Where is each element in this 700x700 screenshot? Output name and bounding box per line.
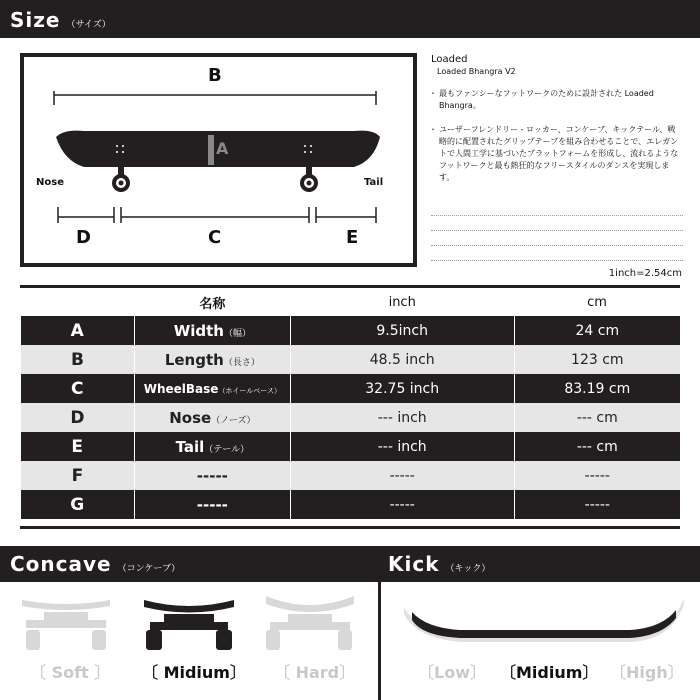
skateboard-diagram: [20, 53, 417, 267]
header-inch: inch: [388, 294, 416, 310]
kick-option-high: 〔High〕: [610, 663, 684, 682]
dimension-b-line: [54, 91, 376, 105]
concave-option-midium: 〔 Midium〕: [142, 663, 246, 682]
row-cm: --- cm: [514, 432, 680, 461]
header-cm: cm: [587, 294, 607, 310]
row-name: Length（長さ）: [134, 345, 290, 374]
rear-wheel-icon: [300, 167, 318, 192]
label-b: B: [208, 65, 222, 86]
table-bottom-rule: [20, 526, 680, 529]
row-cm: -----: [514, 461, 680, 490]
size-table: [20, 288, 680, 519]
table-row: [21, 316, 681, 345]
row-inch: 48.5 inch: [290, 345, 514, 374]
kick-subtitle: （キック）: [445, 564, 491, 574]
table-row: [21, 461, 681, 490]
row-key: F: [21, 461, 135, 490]
dotted-rule: [431, 230, 683, 231]
kick-option-midium: 〔Midium〕: [500, 663, 599, 682]
concave-subtitle: （コンケーブ）: [117, 564, 181, 574]
kick-illustration: [400, 588, 690, 648]
table-row: [21, 403, 681, 432]
row-name: Tail（テール）: [134, 432, 290, 461]
concave-kick-header-bar: [0, 546, 700, 582]
nose-label: Nose: [36, 177, 64, 188]
row-key: A: [21, 316, 135, 345]
table-row: [21, 432, 681, 461]
row-key: D: [21, 403, 135, 432]
tail-label: Tail: [364, 177, 384, 188]
front-wheel-icon: [112, 167, 130, 192]
kick-title: Kick: [388, 552, 440, 576]
table-row: [21, 345, 681, 374]
size-title: Size: [10, 8, 61, 32]
row-cm: 24 cm: [514, 316, 680, 345]
description-bullet: ・ ユーザーフレンドリー - ロッカー、コンケーブ、キックテール、戦略的に配置されたグリップテープを組み合わせることで、エレガントで人間工学に基づいたプラットフォームを形成し、流れるようなフットワークと最も熱狂的なフリースタイルのダンスを実現します。: [431, 124, 683, 184]
row-name: Width（幅）: [134, 316, 290, 345]
row-inch: --- inch: [290, 403, 514, 432]
product-description: [431, 88, 683, 184]
row-inch: 9.5inch: [290, 316, 514, 345]
row-name: -----: [134, 490, 290, 519]
concave-midium-icon: [144, 600, 234, 650]
table-header-row: [21, 288, 681, 316]
kick-midium-deck-icon: [412, 610, 676, 638]
product-type: Loaded: [431, 54, 468, 65]
row-cm: -----: [514, 490, 680, 519]
row-cm: 83.19 cm: [514, 374, 680, 403]
row-inch: 32.75 inch: [290, 374, 514, 403]
row-key: B: [21, 345, 135, 374]
row-inch: -----: [290, 490, 514, 519]
header-name: 名称: [199, 296, 226, 312]
label-d: D: [76, 227, 91, 248]
header-key: [21, 288, 135, 316]
dotted-rule: [431, 245, 683, 246]
label-c: C: [208, 227, 222, 248]
table-row: [21, 374, 681, 403]
concave-title: Concave: [10, 552, 112, 576]
row-inch: -----: [290, 461, 514, 490]
row-inch: --- inch: [290, 432, 514, 461]
product-info: [431, 54, 683, 196]
concave-hard-icon: [266, 596, 354, 650]
dotted-rule: [431, 260, 683, 261]
description-bullet: ・ 最もファンシーなフットワークのために設計された Loaded Bhangra。: [431, 88, 683, 112]
kick-option-low: 〔Low〕: [418, 663, 486, 682]
label-e: E: [346, 227, 359, 248]
unit-conversion: 1inch=2.54cm: [608, 268, 682, 279]
concave-option-hard: 〔 Hard〕: [274, 663, 356, 682]
deck-letter-a: A: [216, 139, 229, 158]
row-cm: 123 cm: [514, 345, 680, 374]
concave-option-soft: 〔 Soft 〕: [30, 663, 111, 682]
row-cm: --- cm: [514, 403, 680, 432]
concave-illustrations: [0, 588, 378, 660]
row-name: WheelBase（ホイールベース）: [134, 374, 290, 403]
row-key: E: [21, 432, 135, 461]
concave-soft-icon: [22, 600, 110, 650]
row-name: Nose（ノーズ）: [134, 403, 290, 432]
row-key: C: [21, 374, 135, 403]
dotted-rule: [431, 215, 683, 216]
row-name: -----: [134, 461, 290, 490]
size-header-bar: [0, 0, 700, 38]
size-subtitle: （サイズ）: [66, 20, 111, 30]
section-divider: [378, 546, 381, 700]
product-name: Loaded Bhangra V2: [437, 67, 516, 76]
row-key: G: [21, 490, 135, 519]
table-row: [21, 490, 681, 519]
